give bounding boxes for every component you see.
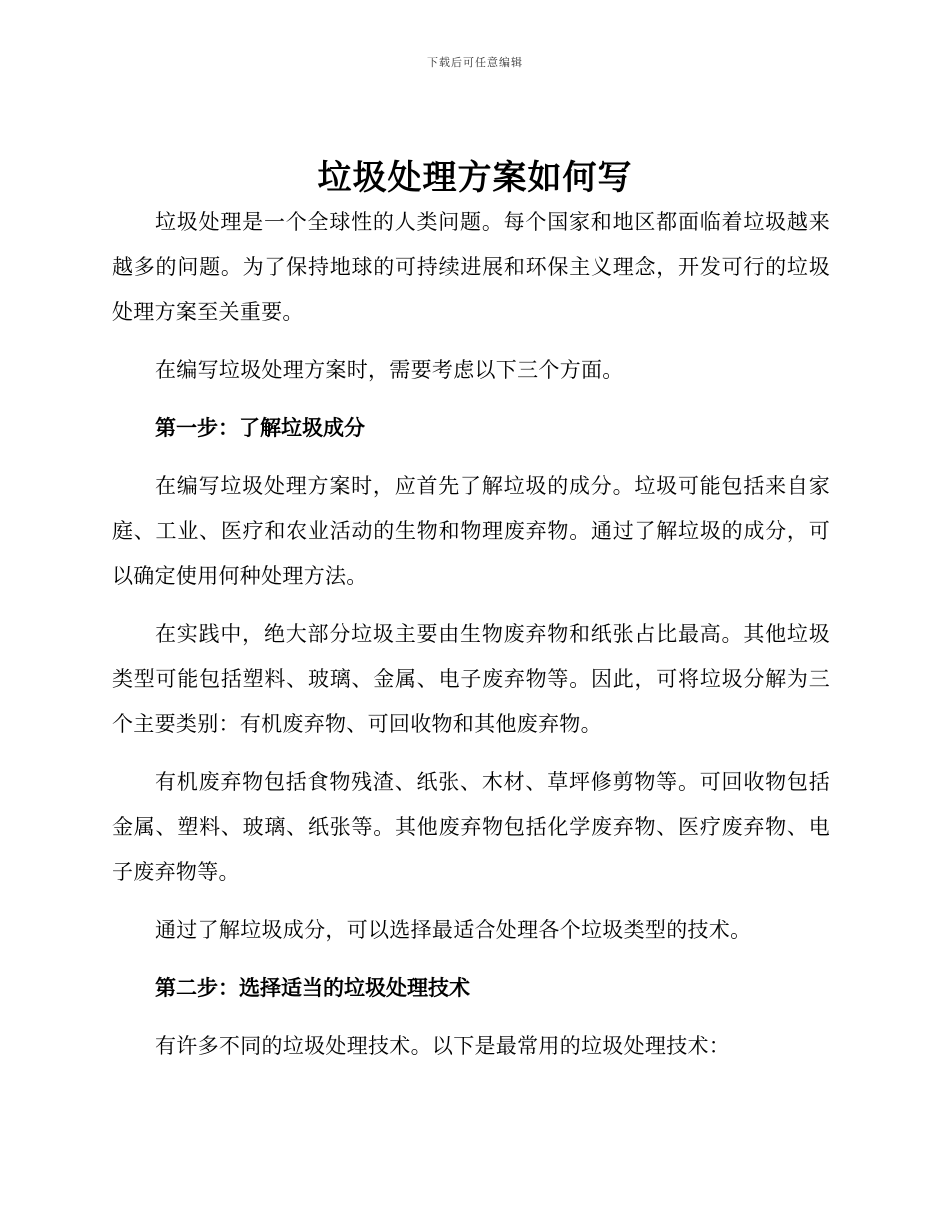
document-body bbox=[112, 200, 830, 1082]
techniques-paragraph: 有许多不同的垃圾处理技术。以下是最常用的垃圾处理技术： bbox=[155, 1034, 731, 1058]
step-two-heading: 第二步：选择适当的垃圾处理技术 bbox=[155, 976, 470, 1000]
composition-paragraph: 在编写垃圾处理方案时，应首先了解垃圾的成分。垃圾可能包括来自家庭、工业、医疗和农业活动的生物和物理废弃物。通过了解垃圾的成分，可以确定使用何种处理方法。 bbox=[112, 474, 830, 588]
categories-paragraph: 有机废弃物包括食物残渣、纸张、木材、草坪修剪物等。可回收物包括金属、塑料、玻璃、纸张等。其他废弃物包括化学废弃物、医疗废弃物、电子废弃物等。 bbox=[112, 770, 830, 884]
header-note: 下载后可任意编辑 bbox=[427, 56, 523, 69]
selection-paragraph: 通过了解垃圾成分，可以选择最适合处理各个垃圾类型的技术。 bbox=[155, 918, 752, 942]
document-title: 垃圾处理方案如何写 bbox=[317, 158, 633, 198]
intro-paragraph: 垃圾处理是一个全球性的人类问题。每个国家和地区都面临着垃圾越来越多的问题。为了保持地球的可持续进展和环保主义理念，开发可行的垃圾处理方案至关重要。 bbox=[112, 210, 830, 324]
practice-paragraph: 在实践中，绝大部分垃圾主要由生物废弃物和纸张占比最高。其他垃圾类型可能包括塑料、玻璃、金属、电子废弃物等。因此，可将垃圾分解为三个主要类别：有机废弃物、可回收物和其他废弃物。 bbox=[112, 622, 830, 736]
step-one-heading: 第一步：了解垃圾成分 bbox=[155, 416, 365, 440]
aspects-paragraph: 在编写垃圾处理方案时，需要考虑以下三个方面。 bbox=[155, 358, 624, 382]
